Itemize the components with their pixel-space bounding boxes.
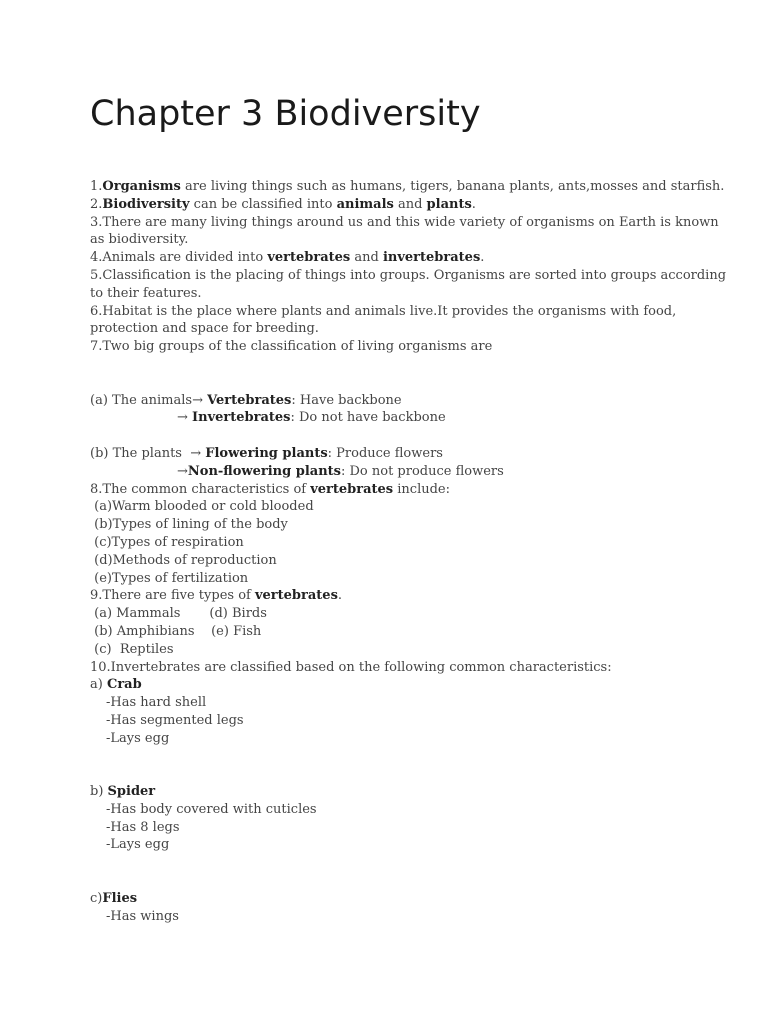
bold-term: Invertebrates — [192, 410, 291, 426]
bold-term: animals — [336, 196, 394, 212]
arrow-icon: → — [190, 445, 206, 461]
point-6-line-2: protection and space for breeding. — [90, 321, 319, 337]
list-item: (b) Amphibians (e) Fish — [90, 623, 262, 639]
trait-item: -Has 8 legs — [106, 819, 180, 835]
spider-heading — [90, 783, 680, 801]
item-label: a) — [90, 677, 107, 693]
point-3-line-1: 3.There are many living things around us and this wide variety of organisms on Earth is known — [90, 214, 719, 230]
point-text: can be classified into — [189, 196, 337, 212]
list-item: (a) Mammals (d) Birds — [90, 606, 267, 622]
point-text: . — [471, 196, 476, 212]
animals-invertebrates — [90, 409, 680, 427]
point-10: 10.Invertebrates are classified based on the following common characteristics: — [90, 659, 612, 675]
list-item: (d)Methods of reproduction — [90, 552, 277, 568]
point-number: 1. — [90, 179, 103, 194]
point-9 — [90, 587, 680, 605]
bold-term: vertebrates — [254, 588, 338, 604]
point-7: 7.Two big groups of the classification of living organisms are — [90, 339, 493, 355]
point-text: and — [393, 196, 427, 212]
point-5-line-1: 5.Classification is the placing of things into groups. Organisms are sorted into groups according — [90, 267, 727, 283]
point-text: 4.Animals are divided into — [90, 250, 268, 266]
list-item: (c) Reptiles — [90, 641, 174, 657]
point-5-line-2: to their features. — [90, 285, 202, 301]
trait-item: -Lays egg — [106, 730, 170, 746]
spacer — [90, 427, 680, 445]
point-1 — [90, 178, 725, 196]
trait-item: -Has hard shell — [106, 695, 207, 711]
plants-non-flowering — [90, 463, 680, 481]
point-text: 8.The common characteristics of — [90, 481, 311, 497]
animals-vertebrates — [90, 392, 680, 410]
bold-term: Flies — [102, 890, 138, 906]
point-text: 9.There are five types of — [90, 588, 255, 604]
item-label: b) — [90, 784, 108, 800]
bold-term: plants — [426, 196, 472, 212]
document-body — [90, 178, 727, 925]
bold-term: Crab — [106, 677, 142, 693]
trait-item: -Has body covered with cuticles — [106, 801, 317, 817]
point-text: and — [350, 250, 383, 266]
bold-term: vertebrates — [310, 481, 394, 497]
bold-term: Flowering plants — [205, 445, 328, 461]
bold-term: invertebrates — [382, 250, 481, 266]
point-text: : Do not have backbone — [290, 410, 446, 426]
item-label: c) — [90, 890, 103, 906]
flies-heading — [90, 890, 680, 908]
point-text: : Have backbone — [291, 392, 402, 408]
group-label: (a) The animals — [90, 392, 193, 408]
point-text: include: — [393, 481, 451, 497]
point-text: . — [480, 250, 485, 266]
bold-term: vertebrates — [267, 250, 351, 266]
point-3-line-2: as biodiversity. — [90, 232, 189, 248]
point-4 — [90, 249, 680, 267]
arrow-icon: → — [177, 463, 188, 479]
trait-item: -Has segmented legs — [106, 712, 244, 728]
bold-term: Vertebrates — [207, 392, 292, 408]
point-6-line-1: 6.Habitat is the place where plants and animals live.It provides the organisms with food, — [90, 303, 677, 319]
trait-item: -Lays egg — [106, 837, 170, 853]
arrow-icon: → — [192, 392, 208, 408]
plants-flowering — [90, 445, 680, 463]
bold-term: Biodiversity — [102, 196, 190, 212]
point-text: : Do not produce flowers — [340, 463, 504, 479]
list-item: (c)Types of respiration — [90, 534, 244, 550]
point-text: are living things such as humans, tigers, banana plants, ants,mosses and starfish. — [180, 179, 725, 194]
point-2 — [90, 196, 680, 214]
point-text: : Produce flowers — [327, 445, 443, 461]
trait-item: -Has wings — [106, 908, 179, 924]
spacer — [90, 854, 680, 890]
point-number: 2. — [90, 196, 103, 212]
spacer — [90, 356, 680, 392]
arrow-icon: → — [177, 410, 193, 426]
list-item: (a)Warm blooded or cold blooded — [90, 499, 314, 515]
list-item: (e)Types of fertilization — [90, 570, 249, 586]
page-title: Chapter 3 Biodiversity — [90, 94, 481, 134]
bold-term: Spider — [107, 784, 156, 800]
bold-term: Organisms — [102, 179, 181, 194]
spacer — [90, 748, 680, 784]
crab-heading — [90, 676, 680, 694]
bold-term: Non-flowering plants — [187, 463, 341, 479]
point-8 — [90, 481, 680, 499]
group-label: (b) The plants — [90, 445, 191, 461]
list-item: (b)Types of lining of the body — [90, 517, 288, 533]
point-text: . — [337, 588, 343, 604]
